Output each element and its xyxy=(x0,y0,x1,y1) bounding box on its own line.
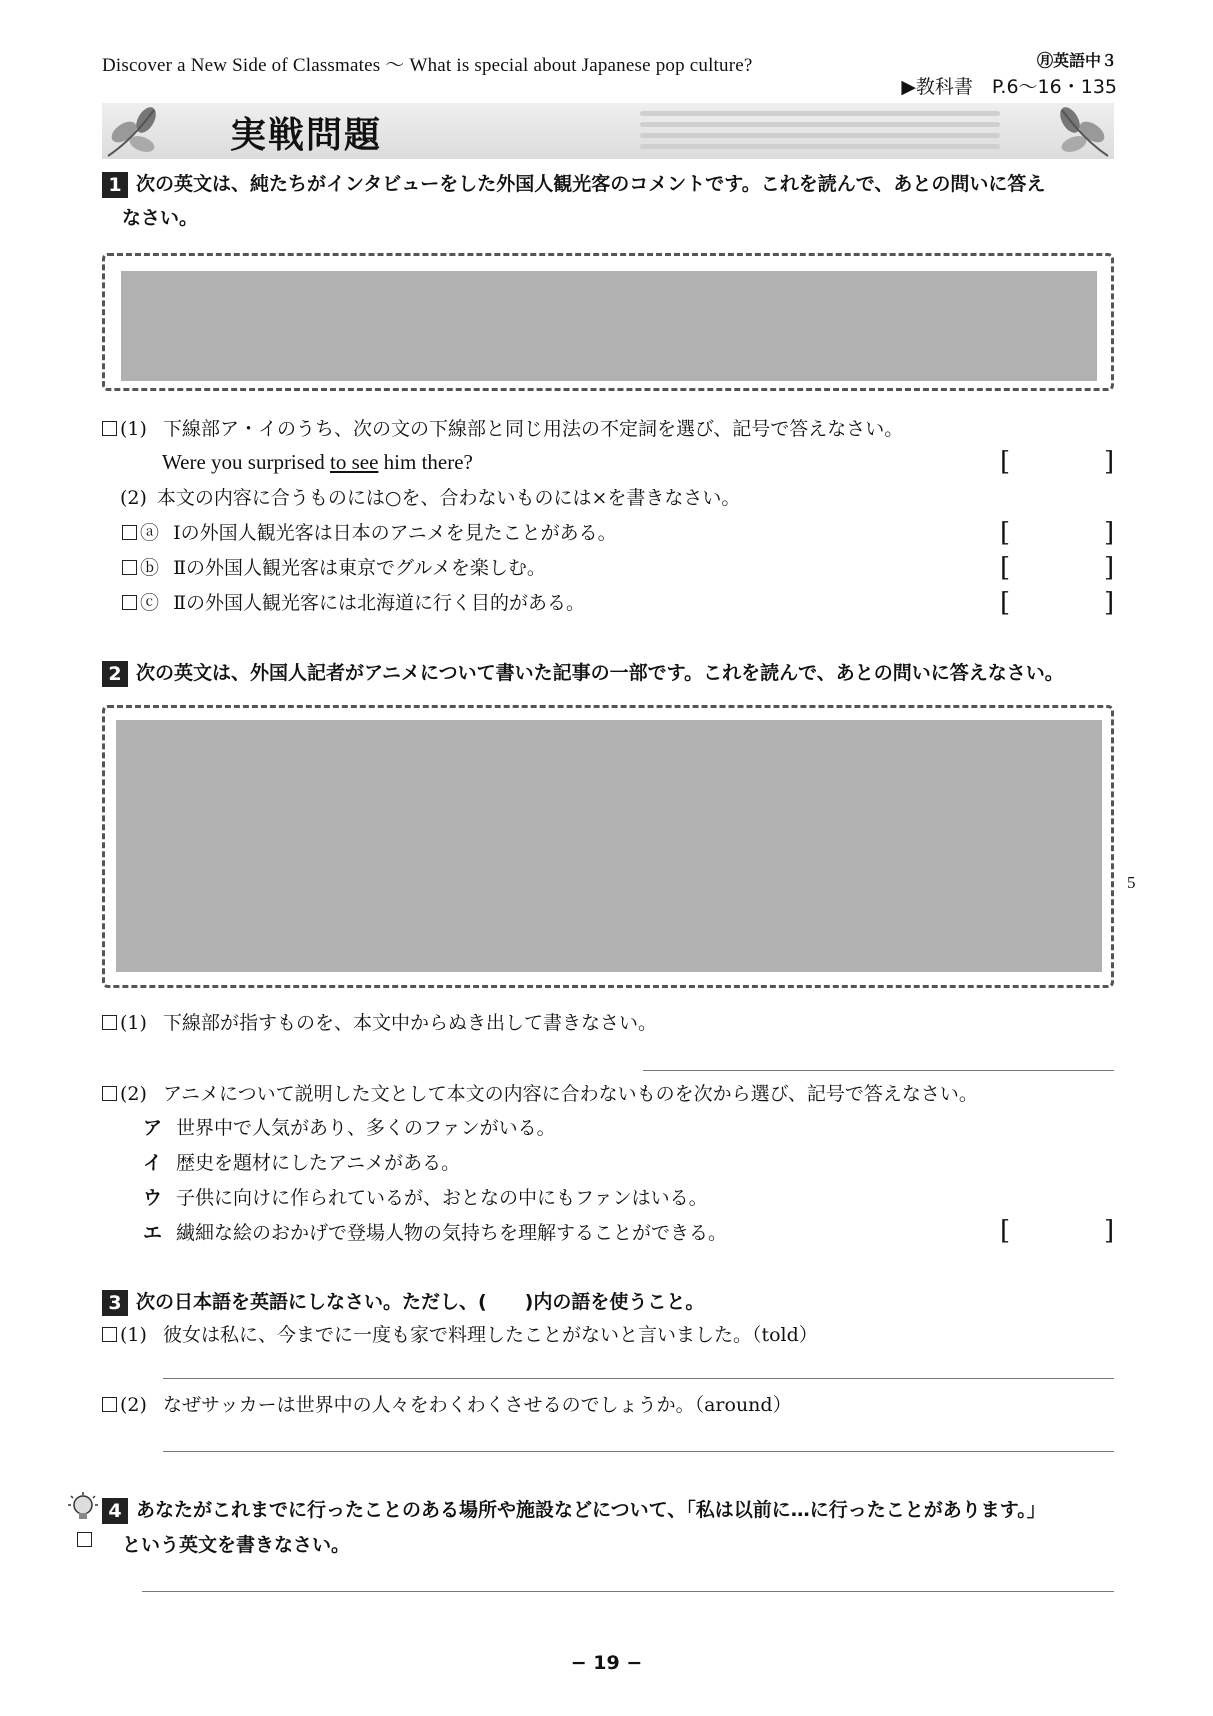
answer-line[interactable] xyxy=(142,1591,1114,1592)
answer-bracket-close: ] xyxy=(1104,1216,1115,1246)
leaf-left-icon xyxy=(102,100,172,160)
q1-item-a: ⓐ Ⅰの外国人観光客は日本のアニメを見たことがある。 xyxy=(122,521,617,545)
q1-item-c: ⓒ Ⅱの外国人観光客には北海道に行く目的がある。 xyxy=(122,591,585,615)
q2-instruction: 2 次の英文は、外国人記者がアニメについて書いた記事の一部です。これを読んで、あとの問いに答えなさい。 xyxy=(102,657,1122,689)
checkbox[interactable] xyxy=(122,525,137,540)
header-title: Discover a New Side of Classmates 〜 What is special about Japanese pop culture? xyxy=(102,55,753,76)
q1-number: 1 xyxy=(102,172,128,198)
banner-title: 実戦問題 xyxy=(230,115,383,156)
q3-sub2: (2) なぜサッカーは世界中の人々をわくわくさせるのでしょうか。（around） xyxy=(102,1393,792,1417)
checkbox[interactable] xyxy=(102,1397,117,1412)
q1-instruction: 1 次の英文は、純たちがインタビューをした外国人観光客のコメントです。これを読んで、あとの問いに答え xyxy=(102,168,1117,200)
answer-bracket-close: ] xyxy=(1104,588,1115,618)
leaf-right-icon xyxy=(1044,100,1114,160)
banner-stripe xyxy=(640,133,1000,138)
answer-line[interactable] xyxy=(643,1070,1114,1071)
answer-bracket-open: [ xyxy=(1000,518,1011,548)
answer-line[interactable] xyxy=(163,1378,1114,1379)
textbook-reference: ▶教科書 P.6〜16・135 xyxy=(901,76,1117,98)
q2-sub2: (2) アニメについて説明した文として本文の内容に合わないものを次から選び、記号で答えなさい。 xyxy=(102,1082,978,1106)
banner-stripe xyxy=(640,122,1000,127)
page-number: − 19 − xyxy=(570,1652,643,1674)
q3-instruction: 3 次の日本語を英語にしなさい。ただし、( )内の語を使うこと。 xyxy=(102,1286,704,1318)
answer-bracket-close: ] xyxy=(1104,447,1115,477)
answer-bracket-open: [ xyxy=(1000,447,1011,477)
answer-bracket-open: [ xyxy=(1000,588,1011,618)
subject-label: ㊊英語中３ xyxy=(1036,51,1117,70)
q1-passage-redacted xyxy=(121,271,1097,381)
q2-choice-u: ウ 子供に向けに作られているが、おとなの中にもファンはいる。 xyxy=(143,1187,708,1209)
q2-passage-redacted xyxy=(116,720,1102,972)
q1-instruction-cont: なさい。 xyxy=(122,207,199,229)
banner-stripe xyxy=(640,111,1000,116)
answer-bracket-open: [ xyxy=(1000,553,1011,583)
q2-choice-a: ア 世界中で人気があり、多くのファンがいる。 xyxy=(143,1117,556,1139)
q2-choice-i: イ 歴史を題材にしたアニメがある。 xyxy=(143,1152,461,1174)
checkbox[interactable] xyxy=(102,1327,117,1342)
answer-bracket-open: [ xyxy=(1000,1216,1011,1246)
q4-number: 4 xyxy=(102,1498,128,1524)
banner-stripe xyxy=(640,144,1000,149)
q1-sub2: (2) 本文の内容に合うものには○を、合わないものには×を書きなさい。 xyxy=(120,487,741,509)
q1-item-b: ⓑ Ⅱの外国人観光客は東京でグルメを楽しむ。 xyxy=(122,556,546,580)
answer-bracket-close: ] xyxy=(1104,553,1115,583)
q1-sub1: (1) 下線部ア・イのうち、次の文の下線部と同じ用法の不定詞を選び、記号で答えなさい。 xyxy=(102,417,903,441)
q4-instruction-cont: という英文を書きなさい。 xyxy=(122,1534,351,1556)
q3-number: 3 xyxy=(102,1290,128,1316)
q3-sub1: (1) 彼女は私に、今までに一度も家で料理したことがないと言いました。（told） xyxy=(102,1323,818,1347)
answer-line[interactable] xyxy=(163,1451,1114,1452)
checkbox[interactable] xyxy=(122,595,137,610)
lightbulb-icon xyxy=(66,1491,100,1525)
checkbox[interactable] xyxy=(77,1532,92,1547)
line-number: 5 xyxy=(1127,873,1136,892)
checkbox[interactable] xyxy=(102,1015,117,1030)
q2-number: 2 xyxy=(102,661,128,687)
answer-bracket-close: ] xyxy=(1104,518,1115,548)
q2-sub1: (1) 下線部が指すものを、本文中からぬき出して書きなさい。 xyxy=(102,1011,657,1035)
checkbox[interactable] xyxy=(122,560,137,575)
checkbox[interactable] xyxy=(102,1086,117,1101)
q2-choice-e: エ 繊細な絵のおかげで登場人物の気持ちを理解することができる。 xyxy=(143,1222,728,1244)
q4-instruction: 4 あなたがこれまでに行ったことのある場所や施設などについて、「私は以前に…に行ったことがあります。」 xyxy=(102,1494,1046,1526)
q1-sub1-sentence: Were you surprised to see him there? xyxy=(162,450,473,474)
checkbox[interactable] xyxy=(102,421,117,436)
